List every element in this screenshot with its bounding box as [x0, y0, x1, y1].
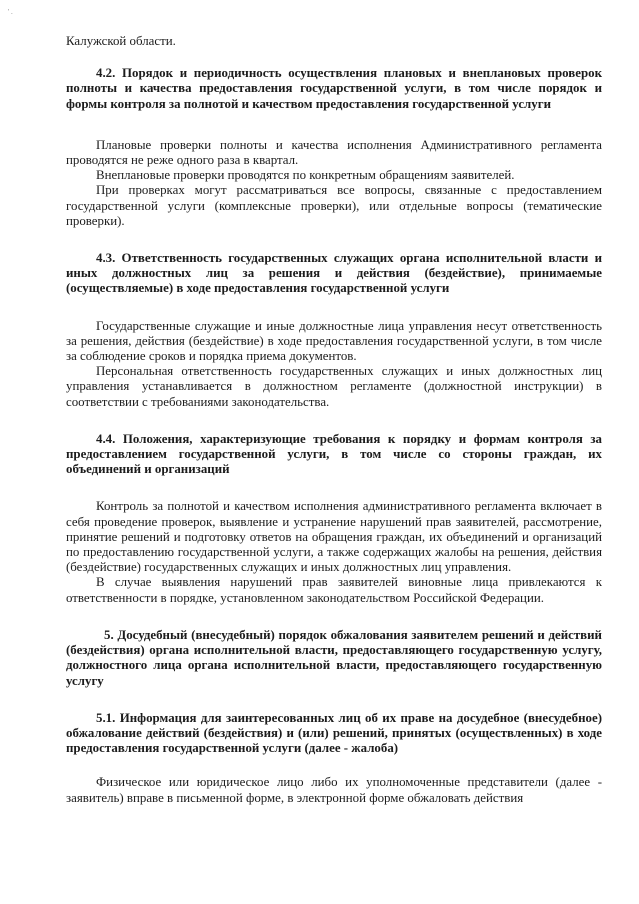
section-4-4-heading: 4.4. Положения, характеризующие требования к порядку и формам контроля за предоставлением государственной услуги, в том числе со стороны граждан, их объединений и организаций: [66, 431, 602, 477]
section-5-1-paragraph-1: Физическое или юридическое лицо либо их уполномоченные представители (далее - заявитель) вправе в письменной форме, в электронной форме обжаловать действия: [66, 775, 602, 805]
section-4-3-heading: 4.3. Ответственность государственных служащих органа исполнительной власти и иных должностных лиц за решения и действия (бездействие), принимаемые (осуществляемые) в ходе предоставления государственной услуги: [66, 251, 602, 296]
section-5-1-heading: 5.1. Информация для заинтересованных лиц об их праве на досудебное (внесудебное) обжалование действий (бездействия) и (или) решений, принятых (осуществленных) в ходе предоставления государственной услуги (далее - жалоба): [66, 710, 602, 756]
lead-line: Калужской области.: [66, 34, 176, 48]
section-4-4-paragraph-1: Контроль за полнотой и качеством исполнения административного регламента включает в себя проведение проверок, выявление и устранение нарушений прав заявителей, рассмотрение, принятие решений и подготовку ответов на обращения граждан, их объединений и организаций по предоставлению государственной услуги, а также содержащих жалобы на решения, действия (бездействие) государственных служащих и иных должностных лиц управления.: [66, 499, 602, 575]
document-page: [66, 34, 602, 806]
section-4-2-paragraph-2: Внеплановые проверки проводятся по конкретным обращениям заявителей.: [96, 168, 515, 183]
section-4-3-paragraph-1: Государственные служащие и иные должностные лица управления несут ответственность за решения, действия (бездействие) в ходе предоставления государственной услуги, в том числе за соблюдение сроков и порядка приема документов.: [66, 318, 602, 364]
section-4-2-paragraph-3: При проверках могут рассматриваться все вопросы, связанные с предоставлением государственной услуги (комплексные проверки), или отдельные вопросы (тематические проверки).: [66, 183, 602, 228]
section-5-heading: 5. Досудебный (внесудебный) порядок обжалования заявителем решений и действий (бездействия) органа исполнительной власти, предоставляющего государственную услугу, должностного лица органа исполнительной власти, предоставляющего государственную услугу: [66, 627, 602, 688]
section-4-3-paragraph-2: Персональная ответственность государственных служащих и иных должностных лиц управления устанавливается в должностном регламенте (должностной инструкции) в соответствии с требованиями законодательства.: [66, 364, 602, 409]
scan-corner-marks: ' .: [8, 8, 13, 16]
section-4-2-paragraph-1: Плановые проверки полноты и качества исполнения Административного регламента проводятся не реже одного раза в квартал.: [66, 137, 602, 168]
section-4-4-paragraph-2: В случае выявления нарушений прав заявителей виновные лица привлекаются к ответственности в порядке, установленном законодательством Российской Федерации.: [66, 575, 602, 605]
section-4-2-heading: 4.2. Порядок и периодичность осуществления плановых и внеплановых проверок полноты и качества предоставления государственной услуги, в том числе порядок и формы контроля за полнотой и качеством предоставления государственной услуги: [66, 66, 602, 111]
